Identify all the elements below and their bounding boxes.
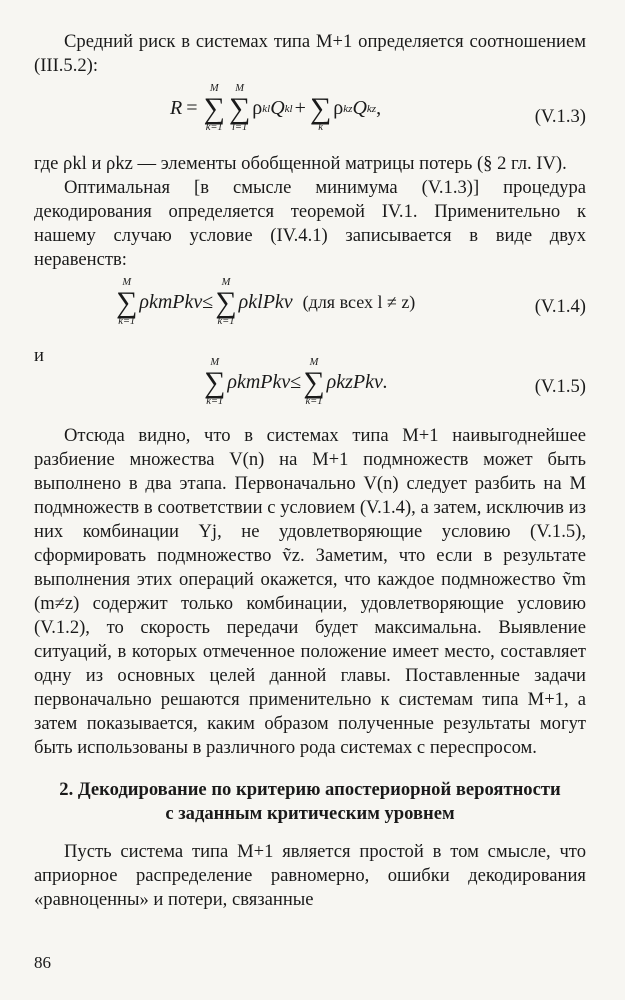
sum-upper: M (309, 357, 319, 368)
paragraph-4: Отсюда видно, что в системах типа M+1 наивыгоднейшее разбиение множества V(n) на M+1 подмножеств может быть выполнено в два этапа. Первоначально V(n) следует разбить на M подмножеств в соответствии с условием (V.1.4), а затем, исключив из них комбинации Yj, не удовлетворяющие условию (V.1.5), сформировать подмножество ṽz. Заметим, что если в результате выполнения этих операций окажется, что каждое подмножество ṽm (m≠z) содержит только комбинации, удовлетворяющие условию (V.1.2), то скорость передачи будет максимальна. Выявление ситуаций, в которых отмеченное положение имеет место, составляет одну из основных целей данной главы. Поставленные задачи первоначально решаются применительно к системам типа M+1, а затем показывается, каким образом полученные результаты могут быть использованы в различного рода системах с переспросом. (34, 425, 586, 758)
subscript: kl (284, 102, 293, 115)
q-symbol: Q (270, 97, 285, 119)
heading-line-1: 2. Декодирование по критерию апостериорной вероятности (59, 779, 561, 800)
sum-lower: k=1 (206, 395, 224, 407)
relation: ≤ (290, 371, 302, 393)
sum-lower: k=1 (118, 315, 136, 327)
paragraph-1: Средний риск в системах типа M+1 определяется соотношением (III.5.2): (34, 31, 586, 76)
rho: ρ (333, 97, 344, 119)
subscript: kz (366, 102, 377, 115)
page-number: 86 (34, 953, 51, 972)
and-word: и (34, 345, 44, 366)
q-symbol: Q (352, 97, 367, 119)
relation: ≤ (202, 291, 214, 313)
equation-number: (V.1.5) (534, 376, 586, 397)
sum-upper: M (221, 277, 231, 288)
eq1-lhs: R (170, 97, 183, 119)
eq3-right: ρkzPkν. (326, 371, 388, 393)
equation-number: (V.1.3) (534, 106, 586, 127)
sum-upper: M (122, 277, 132, 288)
equation-number: (V.1.4) (534, 296, 586, 317)
paragraph-3: Оптимальная [в смысле минимума (V.1.3)] процедура декодирования определяется теоремой IV.1. Применительно к нашему случаю условие (IV.4.1) записывается в виде двух неравенств: (34, 177, 586, 270)
sum-lower: k=1 (217, 315, 235, 327)
heading-line-2: с заданным критическим уровнем (165, 803, 455, 824)
equation-v-1-3: R = M ∑ k=1 M ∑ l=1 ρ kl Q kl + ∑ k ρ kz Q kz , (V.1.3) (170, 83, 586, 133)
subscript: kz (343, 102, 353, 115)
eq2-left: ρkmPkν (139, 291, 203, 313)
sum-upper: M (209, 83, 219, 94)
sum-lower: k (318, 121, 323, 133)
sum-upper: M (235, 83, 244, 94)
paragraph-5: Пусть система типа M+1 является простой в том смысле, что априорное распределение равномерно, ошибки декодирования «равноценны» и потери, связанные (34, 841, 586, 910)
eq2-right: ρklPkν (238, 291, 293, 313)
sum-lower: l=1 (231, 121, 248, 133)
eq2-condition: (для всех l ≠ z) (302, 292, 416, 312)
paragraph-2: где ρkl и ρkz — элементы обобщенной матрицы потерь (§ 2 гл. IV). (34, 153, 567, 174)
equation-v-1-4: M ∑ k=1 ρkmPkν ≤ M ∑ k=1 ρklPkν (для всех l ≠ z) (V.1.4) (116, 277, 586, 327)
page-body (34, 30, 586, 912)
section-heading (34, 778, 586, 826)
sum-lower: k=1 (205, 121, 223, 133)
rho: ρ (252, 97, 263, 119)
eq3-left: ρkmPkν (227, 371, 291, 393)
sum-upper: M (210, 357, 220, 368)
sum-lower: k=1 (305, 395, 323, 407)
equation-v-1-5: M ∑ k=1 ρkmPkν ≤ M ∑ k=1 ρkzPkν. (V.1.5) (204, 357, 586, 407)
subscript: kl (262, 102, 271, 115)
